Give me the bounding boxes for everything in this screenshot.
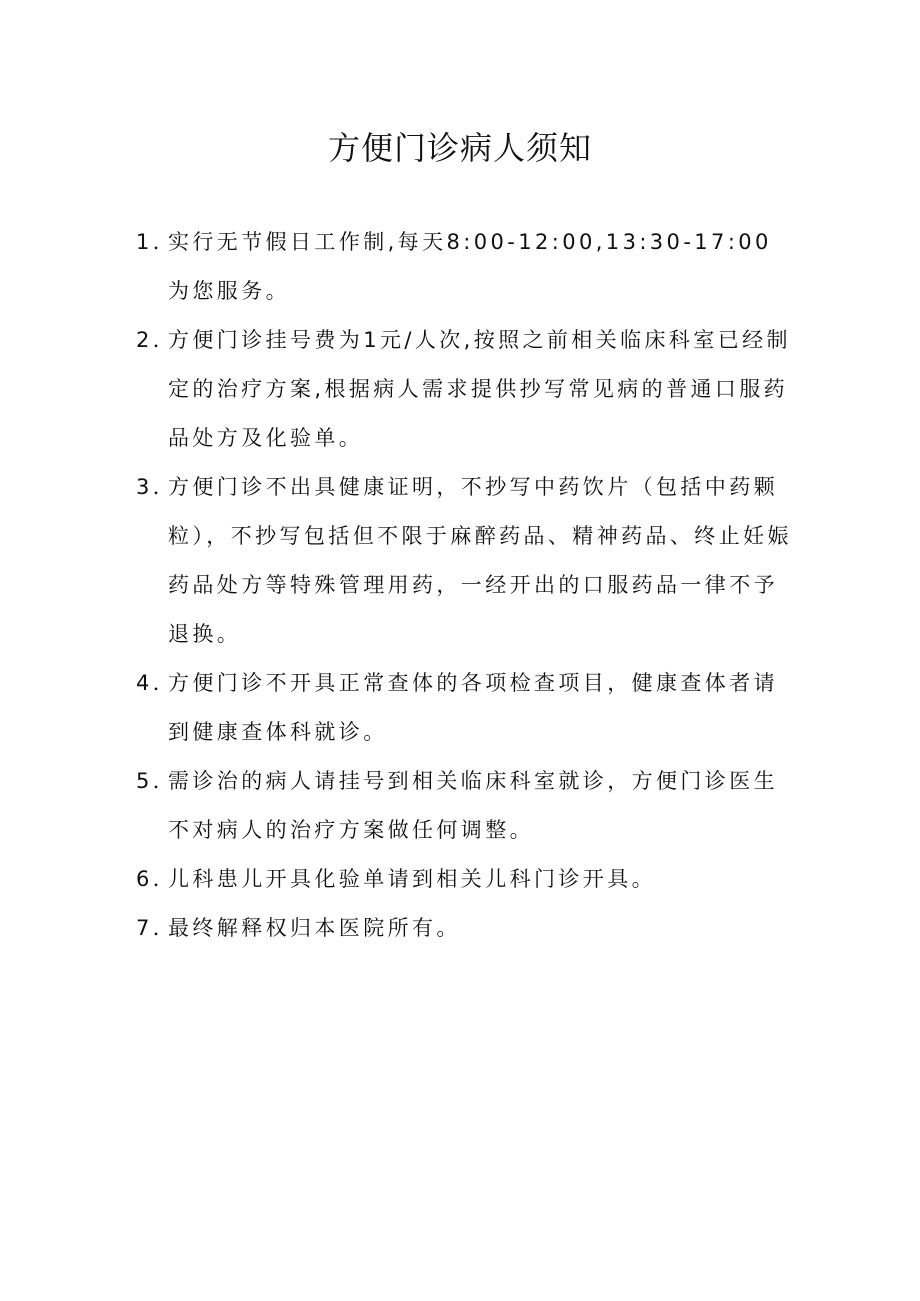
notice-item-number: 2． xyxy=(136,328,178,352)
notice-item-4 xyxy=(136,659,796,757)
notice-item-number: 4． xyxy=(136,671,178,695)
notice-item-7 xyxy=(136,904,796,953)
notice-item-text: 方便门诊不出具健康证明，不抄写中药饮片（包括中药颗粒），不抄写包括但不限于麻醉药品、精神药品、终止妊娠药品处方等特殊管理用药，一经开出的口服药品一律不予退换。 xyxy=(168,475,792,646)
notice-item-number: 3． xyxy=(136,475,178,499)
notice-item-number: 5． xyxy=(136,769,178,793)
notice-item-number: 1． xyxy=(136,230,178,254)
notice-item-1 xyxy=(136,218,796,316)
notice-item-text: 需诊治的病人请挂号到相关临床科室就诊，方便门诊医生不对病人的治疗方案做任何调整。 xyxy=(168,769,778,842)
notice-item-text: 儿科患儿开具化验单请到相关儿科门诊开具。 xyxy=(168,867,656,891)
notice-item-3 xyxy=(136,463,796,659)
notice-item-6 xyxy=(136,855,796,904)
notice-item-text: 最终解释权归本医院所有。 xyxy=(168,916,461,940)
notice-item-2 xyxy=(136,316,796,463)
document-title: 方便门诊病人须知 xyxy=(327,129,592,167)
notice-item-number: 6． xyxy=(136,867,178,891)
notice-item-text: 实行无节假日工作制,每天8:00-12:00,13:30-17:00为您服务。 xyxy=(168,230,772,303)
notice-item-5 xyxy=(136,757,796,855)
notice-item-number: 7． xyxy=(136,916,178,940)
notice-item-text: 方便门诊不开具正常查体的各项检查项目，健康查体者请到健康查体科就诊。 xyxy=(168,671,778,744)
notice-list xyxy=(136,218,796,953)
notice-item-text: 方便门诊挂号费为1元/人次,按照之前相关临床科室已经制定的治疗方案,根据病人需求提供抄写常见病的普通口服药品处方及化验单。 xyxy=(168,328,791,450)
